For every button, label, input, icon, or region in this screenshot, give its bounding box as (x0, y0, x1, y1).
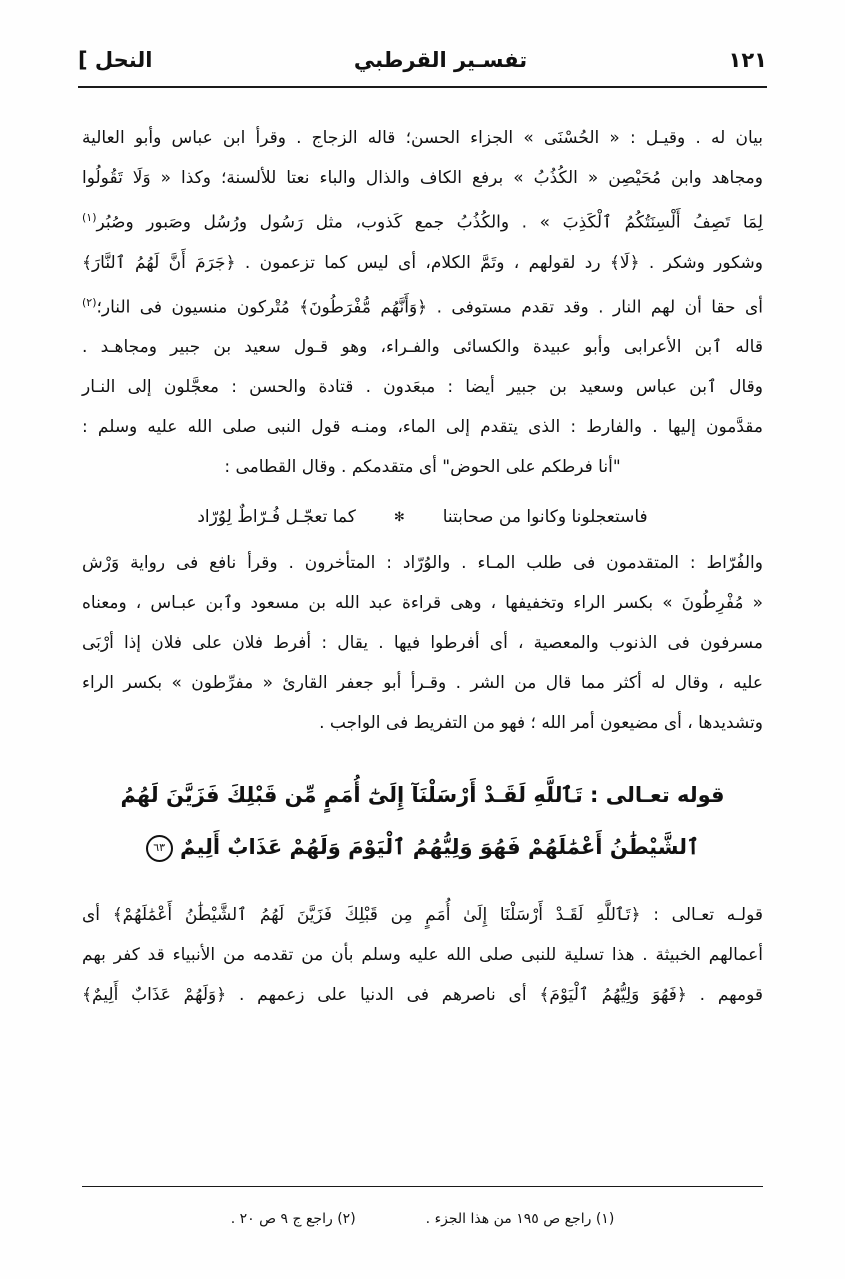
paragraph-line: « مُفْرِطُونَ » بكسر الراء وتخفيفها ، وهى قراءة عبد الله بن مسعود وٱبن عبـاس ، ومعناه (82, 593, 763, 614)
paragraph-line: مسرفون فى الذنوب والمعصية ، أى أفرطوا فيها . يقال : أفرط فلان على فلان إذا أرْبَى (82, 633, 763, 654)
paragraph-line: والفُرّاط : المتقدمون فى طلب المـاء . والوُرّاد : المتأخرون . وقرأ نافع فى رواية وَرْش (82, 553, 763, 574)
paragraph-line: مقدَّمون إليها . والفارط : الذى يتقدم إلى الماء، ومنـه قول النبى صلى الله عليه وسلم : (82, 417, 763, 438)
quran-verse-block (82, 769, 763, 873)
verse-hemistich-right: فاستعجلونا وكانوا من صحابتنا (442, 507, 648, 528)
quran-line-text: ٱلشَّيْطَٰنُ أَعْمَٰلَهُمْ فَهُوَ وَلِيُّهُمُ ٱلْيَوْمَ وَلَهُمْ عَذَابٌ أَلِيمٌ (180, 835, 700, 860)
page-number: ١٢١ (728, 48, 767, 72)
page-header (78, 48, 767, 88)
quran-line: قوله تعـالى : تَٱللَّهِ لَقَـدْ أَرْسَلْنَآ إِلَىٰٓ أُمَمٍ مِّن قَبْلِكَ فَزَيَّنَ لَهُمُ (120, 783, 725, 808)
paragraph-line: وقال ٱبن عباس وسعيد بن جبير أيضا : مبعَدون . قتادة والحسن : معجَّلون إلى النـار (82, 377, 763, 398)
footnote-mark: (٢) (337, 1211, 356, 1227)
footnote-text: راجع ج ٩ ص ٢٠ . (230, 1211, 333, 1227)
paragraph-line: وتشديدها ، أى مضيعون أمر الله ؛ فهو من التفريط فى الواجب . (319, 713, 763, 734)
footnote-mark: (١) (595, 1211, 615, 1227)
verse-separator-icon: ✻ (393, 509, 405, 525)
paragraph-text: أى حقا أن لهم النار . وقد تقدم مستوفى . ﴿وَأَنَّهُم مُّفْرَطُونَ﴾ مُتْركون منسيون فى النار؛ (96, 297, 763, 318)
book-title: تفسـير القرطبي (353, 48, 528, 72)
ayah-number-badge: ٦٣ (146, 835, 173, 862)
footnote-text: راجع ص ١٩٥ من هذا الجزء . (425, 1211, 592, 1227)
paragraph-line: وشكور وشكر . ﴿لَا﴾ رد لقولهم ، وتَمَّ الكلام، أى ليس كما تزعمون . ﴿جَرَمَ أَنَّ لَهُمُ ٱلنَّارَ﴾ (82, 252, 763, 273)
paragraph-line: ومجاهد وابن مُحَيْصِن « الكُذُبُ » برفع الكاف والذال والباء نعتا للألسنة؛ وكذا « وَلَا تَقُولُوا (82, 168, 763, 188)
footnotes (82, 1211, 763, 1227)
header-divider (78, 86, 767, 88)
footnote-mark-2: (٢) (82, 295, 97, 309)
paragraph-line (82, 198, 763, 243)
paragraph-line: أعمالهم الخبيثة . هذا تسلية للنبى صلى الله عليه وسلم بأن من تقدمه من الأنبياء قد كفر بهم (82, 945, 763, 966)
paragraph-line: قولـه تعـالى : ﴿تَٱللَّهِ لَقَـدْ أَرْسَلْنَا إِلَىٰ أُمَمٍ مِن قَبْلِكَ فَزَيَّنَ لَهُمُ ٱلشَّيْطَٰنُ أَعْمَٰلَهُمْ﴾ أى (82, 905, 763, 926)
footnote-item (231, 1211, 356, 1227)
paragraph-line: "أنا فرطكم على الحوض" أى متقدمكم . وقال القطامى : (224, 457, 621, 478)
footnote-mark-1: (١) (82, 211, 97, 224)
paragraph-line: قومهم . ﴿فَهُوَ وَلِيُّهُمُ ٱلْيَوْمَ﴾ أى ناصرهم فى الدنيا على زعمهم . ﴿وَلَهُمْ عَذَابٌ أَلِيمٌ﴾ (82, 985, 763, 1006)
footnote-divider (82, 1186, 763, 1187)
sura-name: النحل ] (78, 48, 153, 72)
footnote-item (426, 1211, 615, 1227)
quran-line (82, 821, 763, 873)
paragraph-line: قاله ٱبن الأعرابى وأبو عبيدة والكسائى والفـراء، وهو قـول سعيد بن جبير ومجاهـد . (82, 337, 763, 358)
paragraph-line: عليه ، وقال له أكثر مما قال من الشر . وقـرأ أبو جعفر القارئ « مفرِّطون » بكسر الراء (82, 673, 763, 694)
page-body (82, 118, 763, 1015)
paragraph-text: لِمَا تَصِفُ أَلْسِنَتُكُمُ ٱلْكَذِبَ » . والكُذُبُ جمع كَذوب، مثل رَسُول ورُسُل وصَبور وصُبُر (96, 212, 763, 233)
verse-hemistich-left: كما تعجّـل فُـرّاطٌ لِوُرّاد (197, 507, 356, 528)
paragraph-line: بيان له . وقيـل : « الحُسْنَى » الجزاء الحسن؛ قاله الزجاج . وقرأ ابن عباس وأبو العالية (82, 128, 763, 148)
paragraph-line (82, 283, 763, 328)
poetry-verse (82, 497, 763, 537)
